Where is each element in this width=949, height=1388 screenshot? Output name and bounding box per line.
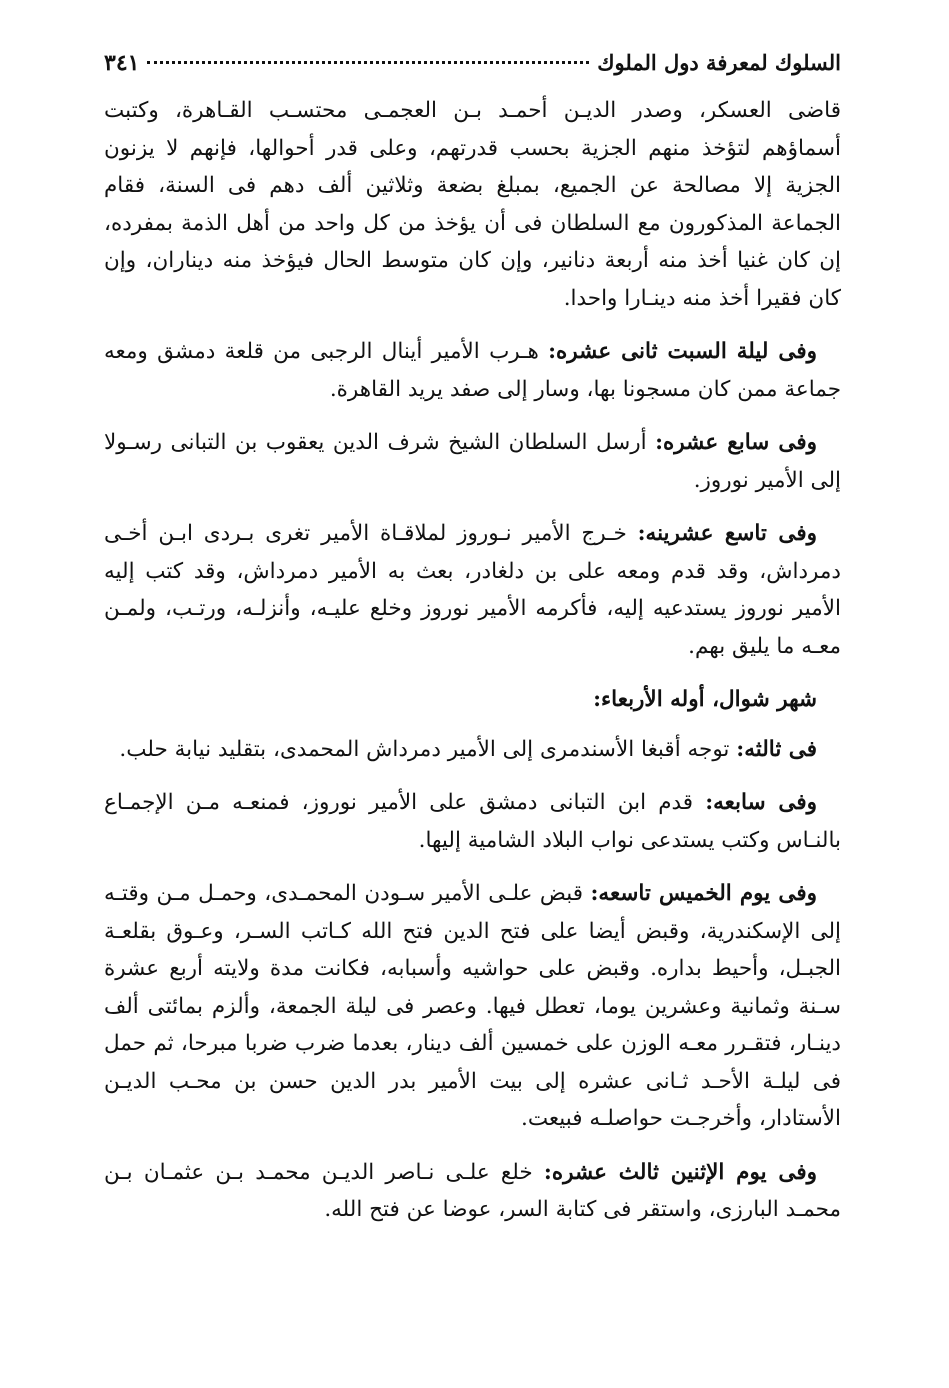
paragraph-text: توجه أقبغا الأسندمرى إلى الأمير دمرداش المحمدى، بتقليد نيابة حلب. [119, 736, 737, 762]
paragraph-6 [104, 784, 841, 859]
paragraph-7 [104, 875, 841, 1138]
paragraph-2 [104, 333, 841, 408]
paragraph-lead: وفى يوم الإثنين ثالث عشره: [543, 1159, 817, 1185]
paragraph-text: خـرج الأمير نـوروز لملاقـاة الأمير تغرى بـردى ابـن أخـى دمرداش، وقد قدم ومعه على بن دلغادر، بعث به الأمير دمرداش، وقد كتب إليه الأمير نوروز يستدعيه إليه، فأكرمه الأمير نوروز وخلع عليـه، وأنزلـه، ورتـب، ولمـن معـه ما يليق بهم. [104, 521, 841, 659]
paragraph-lead: وفى سابع عشره: [655, 430, 817, 455]
paragraph-text: قدم ابن التبانى دمشق على الأمير نوروز، فمنعـه مـن الإجمـاع بالنـاس وكتب يستدعى نواب البلاد الشامية إليها. [104, 790, 841, 853]
paragraph-lead: شهر شوال، أوله الأربعاء: [593, 687, 817, 712]
paragraph-5 [104, 731, 841, 769]
paragraph-text: أرسل السلطان الشيخ شرف الدين يعقوب بن التبانى رسـولا إلى الأمير نوروز. [104, 430, 841, 493]
paragraph-4 [104, 515, 841, 665]
month-heading [104, 681, 841, 719]
paragraph-1 [104, 92, 841, 317]
page-number: ٣٤١ [104, 50, 140, 76]
paragraph-text: قاضى العسكر، وصدر الديـن أحمـد بـن العجمـى محتسـب القـاهرة، وكتبت أسماؤهم لتؤخذ منهم الجزية بحسب قدرتهم، وعلى قدر أحوالها، فإنهم لا يزنون الجزية إلا مصالحة عن الجميع، بمبلغ بضعة وثلاثين ألف دهم فى السنة، فقام الجماعة المذكورون مع السلطان فى أن يؤخذ من كل واحد من أهل الذمة بمفرده، إن كان غنيا أخذ منه أربعة دنانير، وإن كان متوسط الحال فيؤخذ منه ديناران، وإن كان فقيرا أخذ منه دينـارا واحدا. [104, 98, 841, 311]
paragraph-8 [104, 1154, 841, 1229]
header-dot-leader [147, 61, 589, 64]
paragraph-lead: وفى تاسع عشرينه: [637, 521, 817, 546]
paragraph-3 [104, 424, 841, 499]
paragraph-lead: وفى ليلة السبت ثانى عشره: [548, 339, 817, 364]
paragraph-lead: وفى سابعه: [705, 790, 817, 815]
running-header [104, 50, 841, 90]
paragraph-text: قبض علـى الأمير سـودن المحمـدى، وحمـل مـن وقتـه إلى الإسكندرية، وقبض أيضا على فتح الدين فتح الله كـاتب السـر، وعـوق بقلعـة الجبـل، وأحيط بداره. وقبض على حواشيه وأسبابه، فكانت مدة ولايته أربع عشرة سـنة وثمانية وعشرين يوما، تعطل فيها. وعصر فى ليلة الجمعة، وألزم بمائتى ألف دينـار، فتقـرر معـه الوزن على خمسين ألف دينار، بعدما ضرب ضربا مبرحا، ثم حمل فى ليلـة الأحـد ثـانى عشره إلى بيت الأمير بدر الدين حسن بن محـب الديـن الأستادار، وأخرجـت حواصلـه فبيعت. [104, 881, 841, 1131]
book-title: السلوك لمعرفة دول الملوك [597, 50, 841, 75]
paragraph-lead: فى ثالثه: [736, 736, 817, 762]
paragraph-lead: وفى يوم الخميس تاسعه: [590, 881, 817, 906]
paragraph-text: خلع علـى نـاصر الديـن محمـد بـن عثمـان بـن محمـد البارزى، واستقر فى كتابة السر، عوضا عن فتح الله. [104, 1159, 841, 1222]
paragraph-text: هـرب الأمير أينال الرجبى من قلعة دمشق ومعه جماعة ممن كان مسجونا بها، وسار إلى صفد يريد القاهرة. [104, 339, 841, 402]
